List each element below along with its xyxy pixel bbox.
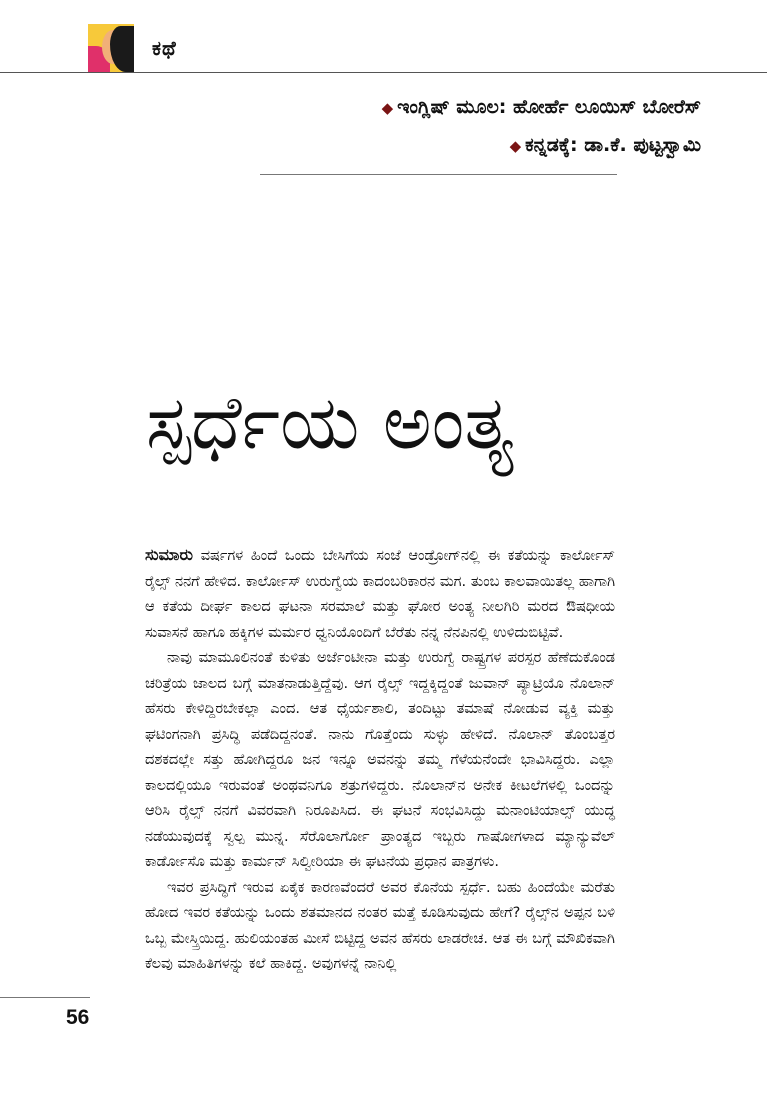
header-divider [0, 72, 767, 73]
translator-text: ಕನ್ನಡಕ್ಕೆ: ಡಾ.ಕೆ. ಪುಟ್ಟಸ್ವಾಮಿ [525, 134, 701, 156]
footer-divider [0, 997, 90, 998]
original-author-credit [382, 96, 701, 118]
story-paragraph [145, 542, 615, 646]
diamond-bullet-icon: ◆ [509, 137, 522, 155]
diamond-bullet-icon: ◆ [381, 99, 394, 117]
page-number: 56 [66, 1006, 90, 1029]
woman-portrait-logo [88, 24, 134, 72]
lead-word: ಸುಮಾರು [145, 545, 194, 564]
logo-hair-shape [110, 26, 134, 72]
translator-credit [510, 134, 701, 156]
paragraph-text: ವರ್ಷಗಳ ಹಿಂದೆ ಒಂದು ಬೇಸಿಗೆಯ ಸಂಜೆ ಆಂಡ್ರೋಗ್‌ನಲ್ಲಿ ಈ ಕತೆಯನ್ನು ಕಾರ್ಲೋಸ್ ರೈಲ್ಸ್ ನನಗೆ ಹೇಳಿದ. ಕಾರ್ಲೋಸ್ ಉರುಗ್ವೆಯ ಕಾದಂಬರಿಕಾರನ ಮಗ. ತುಂಬ ಕಾಲವಾಯಿತಲ್ಲ ಹಾಗಾಗಿ ಆ ಕತೆಯ ದೀರ್ಘ ಕಾಲದ ಘಟನಾ ಸರಮಾಲೆ ಮತ್ತು ಘೋರ ಅಂತ್ಯ ನೀಲಗಿರಿ ಮರದ ಔಷಧೀಯ ಸುವಾಸನೆ ಹಾಗೂ ಹಕ್ಕಿಗಳ ಮರ್ಮರ ಧ್ವನಿಯೊಂದಿಗೆ ಬೆರೆತು ನನ್ನ ನೆನಪಿನಲ್ಲಿ ಉಳಿದುಬಿಟ್ಟಿವೆ. [145, 548, 616, 641]
story-body [145, 542, 615, 978]
story-paragraph: ಇವರ ಪ್ರಸಿದ್ಧಿಗೆ ಇರುವ ಏಕೈಕ ಕಾರಣವೆಂದರೆ ಅವರ ಕೊನೆಯ ಸ್ಪರ್ಧೆ. ಬಹು ಹಿಂದೆಯೇ ಮರೆತು ಹೋದ ಇವರ ಕತೆಯನ್ನು ಒಂದು ಶತಮಾನದ ನಂತರ ಮತ್ತೆ ಕೂಡಿಸುವುದು ಹೇಗೆ? ರೈಲ್ಸ್‌ನ ಅಪ್ಪನ ಬಳಿ ಒಬ್ಬ ಮೇಸ್ತ್ರಿಯಿದ್ದ. ಹುಲಿಯಂತಹ ಮೀಸೆ ಬಿಟ್ಟಿದ್ದ ಅವನ ಹೆಸರು ಲಾಡರೇಚ. ಆತ ಈ ಬಗ್ಗೆ ಮೌಖಿಕವಾಗಿ ಕೆಲವು ಮಾಹಿತಿಗಳನ್ನು ಕಲೆ ಹಾಕಿದ್ದ. ಅವುಗಳನ್ನೆ ನಾನಿಲ್ಲಿ [145, 879, 615, 972]
credits-divider [260, 174, 617, 175]
section-label: ಕಥೆ [152, 36, 177, 60]
story-title: ಸ್ಪರ್ಧೆಯ ಅಂತ್ಯ [146, 380, 514, 466]
original-author-text: ಇಂಗ್ಲಿಷ್ ಮೂಲ: ಹೋರ್ಹೆ ಲೂಯಿಸ್ ಬೋರೆಸ್ [397, 96, 701, 118]
story-paragraph: ನಾವು ಮಾಮೂಲಿನಂತೆ ಕುಳಿತು ಅರ್ಜೆಂಟೀನಾ ಮತ್ತು ಉರುಗ್ವೆ ರಾಷ್ಟ್ರಗಳ ಪರಸ್ಪರ ಹೆಣೆದುಕೊಂಡ ಚರಿತ್ರೆಯ ಜಾಲದ ಬಗ್ಗೆ ಮಾತನಾಡುತ್ತಿದ್ದೆವು. ಆಗ ರೈಲ್ಸ್ ಇದ್ದಕ್ಕಿದ್ದಂತೆ ಜುವಾನ್ ಪ್ಯಾಟ್ರಿಯೊ ನೊಲಾನ್ ಹೆಸರು ಕೇಳಿದ್ದಿರಬೇಕಲ್ಲಾ ಎಂದ. ಆತ ಧೈರ್ಯಶಾಲಿ, ತಂದಿಟ್ಟು ತಮಾಷೆ ನೋಡುವ ವ್ಯಕ್ತಿ ಮತ್ತು ಘಟಿಂಗನಾಗಿ ಪ್ರಸಿದ್ಧಿ ಪಡೆದಿದ್ದನಂತೆ. ನಾನು ಗೊತ್ತೆಂದು ಸುಳ್ಳು ಹೇಳಿದೆ. ನೊಲಾನ್ ತೊಂಬತ್ತರ ದಶಕದಲ್ಲೇ ಸತ್ತು ಹೋಗಿದ್ದರೂ ಜನ ಇನ್ನೂ ಅವನನ್ನು ತಮ್ಮ ಗೆಳೆಯನೆಂದೇ ಭಾವಿಸಿದ್ದರು. ಎಲ್ಲಾ ಕಾಲದಲ್ಲಿಯೂ ಇರುವಂತೆ ಅಂಥವನಿಗೂ ಶತ್ರುಗಳಿದ್ದರು. ನೊಲಾನ್‌ನ ಅನೇಕ ಕೀಟಲೆಗಳಲ್ಲಿ ಒಂದನ್ನು ಆರಿಸಿ ರೈಲ್ಸ್ ನನಗೆ ವಿವರವಾಗಿ ನಿರೂಪಿಸಿದ. ಈ ಘಟನೆ ಸಂಭವಿಸಿದ್ದು ಮನಾಂಟಿಯಾಲ್ಸ್ ಯುದ್ಧ ನಡೆಯುವುದಕ್ಕೆ ಸ್ವಲ್ಪ ಮುನ್ನ. ಸೆರೊಲಾರ್ಗೋ ಪ್ರಾಂತ್ಯದ ಇಬ್ಬರು ಗಾಷೋಗಳಾದ ಮ್ಯಾನ್ಯುವೆಲ್ ಕಾರ್ಡೋಸೊ ಮತ್ತು ಕಾರ್ಮನ್ ಸಿಲ್ವೀರಿಯಾ ಈ ಘಟನೆಯ ಪ್ರಧಾನ ಪಾತ್ರಗಳು. [145, 650, 615, 870]
